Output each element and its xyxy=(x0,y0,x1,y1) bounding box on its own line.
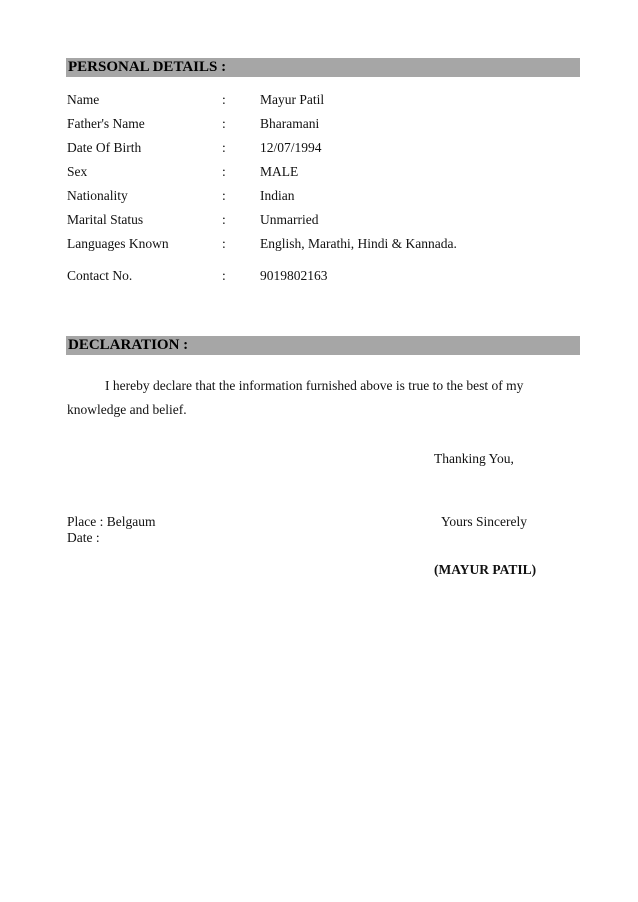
detail-value: Indian xyxy=(260,188,295,203)
detail-separator: : xyxy=(222,212,226,227)
date-text: Date : xyxy=(67,530,100,545)
personal-details-header: PERSONAL DETAILS : xyxy=(66,58,580,77)
detail-label: Name xyxy=(67,92,100,107)
detail-value: 9019802163 xyxy=(260,268,328,283)
detail-row-contact-no xyxy=(67,266,587,286)
detail-row-fathers-name xyxy=(67,114,587,134)
detail-label: Nationality xyxy=(67,188,128,203)
detail-value: 12/07/1994 xyxy=(260,140,322,155)
detail-row-nationality xyxy=(67,186,587,206)
detail-label: Languages Known xyxy=(67,236,169,251)
detail-separator: : xyxy=(222,92,226,107)
signature-name: (MAYUR PATIL) xyxy=(434,562,537,577)
detail-label: Date Of Birth xyxy=(67,140,142,155)
detail-value: English, Marathi, Hindi & Kannada. xyxy=(260,236,457,251)
detail-value: Unmarried xyxy=(260,212,319,227)
detail-separator: : xyxy=(222,188,226,203)
yours-sincerely-text: Yours Sincerely xyxy=(441,514,528,529)
detail-row-name xyxy=(67,90,587,110)
declaration-text-line: I hereby declare that the information furnished above is true to the best of my xyxy=(105,378,524,393)
detail-value: Mayur Patil xyxy=(260,92,325,107)
place-text: Place : Belgaum xyxy=(67,514,156,529)
detail-separator: : xyxy=(222,140,226,155)
detail-label: Marital Status xyxy=(67,212,144,227)
detail-value: Bharamani xyxy=(260,116,320,131)
detail-row-languages-known xyxy=(67,234,587,254)
detail-separator: : xyxy=(222,268,226,283)
detail-row-marital-status xyxy=(67,210,587,230)
detail-separator: : xyxy=(222,116,226,131)
declaration-text-line: knowledge and belief. xyxy=(67,402,187,417)
declaration-paragraph xyxy=(67,374,567,422)
declaration-header: DECLARATION : xyxy=(66,336,580,355)
detail-label: Contact No. xyxy=(67,268,133,283)
thanking-you-text: Thanking You, xyxy=(434,451,514,466)
detail-label: Father's Name xyxy=(67,116,145,131)
detail-row-date-of-birth xyxy=(67,138,587,158)
detail-row-sex xyxy=(67,162,587,182)
detail-label: Sex xyxy=(67,164,88,179)
detail-separator: : xyxy=(222,164,226,179)
detail-separator: : xyxy=(222,236,226,251)
detail-value: MALE xyxy=(260,164,299,179)
